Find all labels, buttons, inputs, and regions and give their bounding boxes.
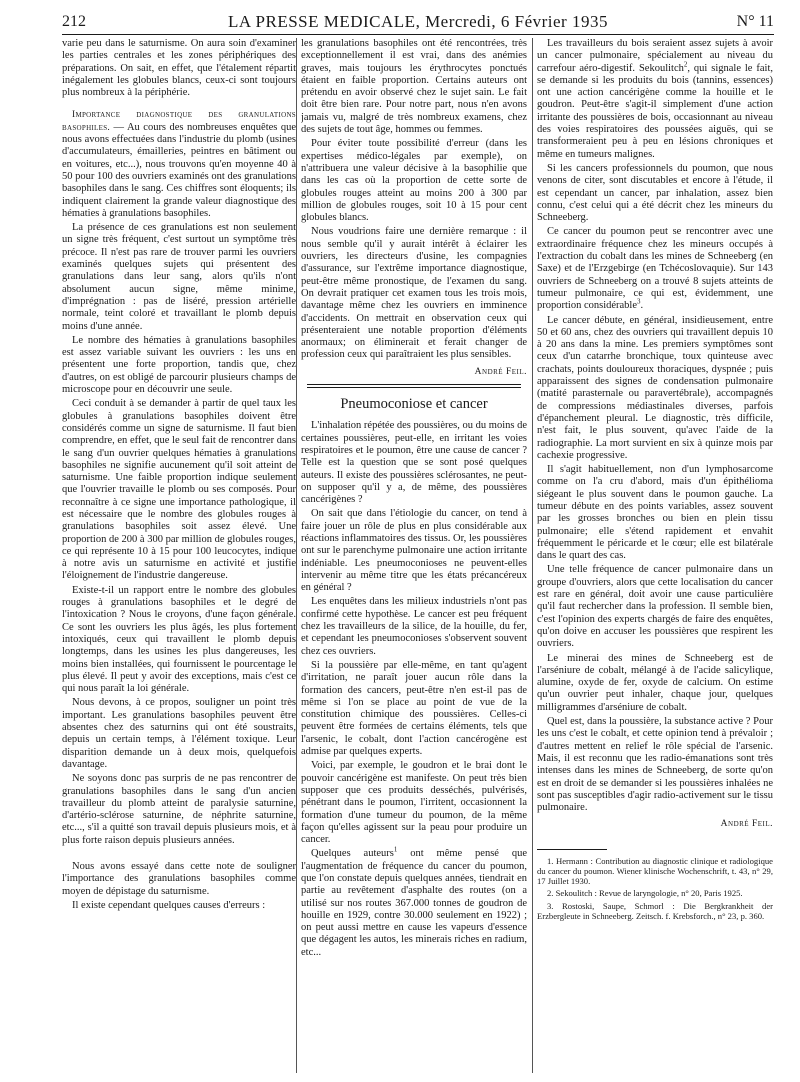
paragraph: Voici, par exemple, le goudron et le brai dont le pouvoir cancérigène est manifeste. On peut très bien supposer que ces produits desséchés, pulvérisés, pénétrant dans le poumon, l'irritent, occasionnent la formation d'une tumeur du poumon, de la même façon qu'elles agissent sur la peau pour produire un cancer. — [301, 760, 527, 846]
paragraph: Quel est, dans la poussière, la substance active ? Pour les uns c'est le cobalt, et cette opinion tend à prévaloir ; d'autres mettent en relief le rôle spécial de l'arsenic. Mais, il est reconnu que les radio-émanations sont très intenses dans les mines de Schneeberg, de sorte qu'on est en droit de se demander si les poussières inhalées ne sont pas susceptibles d'agir radio-activement sur le tissu pulmonaire. — [537, 716, 773, 814]
paragraph: Pour éviter toute possibilité d'erreur (dans les expertises médico-légales par exemple), on n'attribuera une valeur décisive à la basophilie que dans les cas où la proportion de cette sorte de globules rouges atteint au moins 200 à 300 par million de globules rouges, soit 10 à 15 pour cent globules blancs. — [301, 138, 527, 224]
column-3 — [537, 38, 773, 1073]
column-separator — [296, 38, 297, 1073]
paragraph — [537, 226, 773, 312]
paragraph: Si les cancers professionnels du poumon, que nous venons de citer, sont discutables et encore à l'étude, il est cependant un cancer, par inhalation, assez bien connu, c'est celui qui a été décrit chez les mineurs du Schneeberg. — [537, 162, 773, 224]
paragraph: Nous avons essayé dans cette note de souligner l'importance des granulations basophiles comme moyen de dépistage du saturnisme. — [62, 861, 296, 897]
paragraph: varie peu dans le saturnisme. On aura soin d'examiner les parties centrales et les zones périphériques des préparations. On sait, en effet, que l'étalement répartit inégalement les globules blancs, ceux-ci sont toujours plus nombreux à la périphérie. — [62, 38, 296, 99]
journal-title: LA PRESSE MEDICALE, Mercredi, 6 Février 1935 — [228, 12, 608, 31]
author-signature: André Feil. — [474, 366, 527, 377]
paragraph: Ceci conduit à se demander à partir de quel taux les globules à granulations basophiles doivent être considérés comme un signe de saturnisme. Il faut bien comprendre, en effet, que le seul fait de rencontrer dans le sang d'un ouvrier quelques hématies à granulations basophiles ne signifie aucunement qu'il soit atteint de saturnisme. Une faible proportion indique seulement que l'ouvrier travaille le plomb ou ses composés. Pour reconnaître à ce signe une importance pathologique, il est nécessaire que le nombre des globules rouges à granulations basophiles soit assez élevé. Une proportion de 200 à 300 par million de globules rouges, ce qui représente 10 à 15 pour 100 leucocytes, indique à notre avis un saturnisme en activité et justifie l'éloignement de l'industrie dangereuse. — [62, 398, 296, 582]
footnote: 1. Hermann : Contribution au diagnostic clinique et radiologique du cancer du poumon. Wiener klinische Wochenschrift, t. 43, n° 29, 17 Juillet 1930. — [537, 855, 773, 887]
footnote-ref: 3 — [637, 297, 641, 306]
paragraph — [301, 845, 527, 959]
paragraph: Si la poussière par elle-même, en tant qu'agent d'irritation, ne paraît jouer aucun rôle dans la formation des cancers, peut-être n'en est-il pas de même si l'on se place au point de vue de la constitution chimique des poussières. Celles-ci peuvent être formées de certains éléments, tels que l'arsenic, le cobalt, dont l'action cancérogène est admise par quelques experts. — [301, 659, 527, 758]
paragraph: La présence de ces granulations est non seulement un signe très fréquent, c'est surtout un symptôme très précoce. Il n'est pas rare de trouver parmi les ouvriers examinés quelques sujets qui présentent des granulations dans leur sang, alors qu'ils n'ont absolument aucun signe, même minime, d'imprégnation : pas de liséré, pression artérielle normale, teint coloré et travaillant le plomb depuis moins d'une année. — [62, 222, 296, 332]
column-1 — [62, 38, 296, 1073]
article-title: Pneumoconiose et cancer — [340, 396, 488, 413]
column-2 — [301, 38, 527, 1073]
paragraph-text: — Au cours des nombreuses enquêtes que nous avons effectuées dans l'industrie du plomb (usines d'accumulateurs, émailleries, peintres en bâtiment ou en voitures, etc...), nous trouvons qu'en moyenne 40 à 50 pour 100 des ouvriers examinés ont des granulations basophiles dans le sang. Ces chiffres sont éloquents; ils indiquent clairement la grande valeur diagnostique des hématies à granulations basophiles. — [62, 121, 296, 219]
paragraph: Nous voudrions faire une dernière remarque : il nous semble qu'il y aurait intérêt à éclairer les ouvriers, les directeurs d'usine, les compagnies d'assurance, sur l'extrême importance diagnostique, peut-être même pronostique, de l'examen du sang. On devrait pratiquer cet examen tous les trois mois, davantage même chez les ouvriers en imminence d'accidents. On mettrait en observation ceux qui présenteraient une notable proportion d'éléments anormaux; on éliminerait et ferait changer de profession ceux qui paraîtraient les plus sensibles. — [301, 226, 527, 361]
page-number: 212 — [62, 13, 86, 30]
paragraph: Le nombre des hématies à granulations basophiles est assez variable suivant les ouvriers : les uns en présentent une forte proportion, tandis que, chez d'autres, on est obligé de parcourir plusieurs champs de microscope pour en découvrir une seule. — [62, 334, 296, 396]
paragraph — [537, 38, 773, 161]
paragraph-text: . — [640, 300, 644, 312]
footnote: 3. Rostoski, Saupe, Schmorl : Die Bergkrankheit der Erzbergleute in Schneeberg. Zeitsch. f. Krebsforch., n° 23, p. 360. — [537, 900, 773, 921]
spacer — [62, 99, 296, 109]
paragraph: Une telle fréquence de cancer pulmonaire dans un groupe d'ouvriers, alors que cette localisation du cancer est rare en général, doit avoir une cause particulière qu'il faut rechercher dans la profession. Il semble bien, c'est l'opinion des experts chargés de faire des enquêtes, qu'on doive en accuser les poussières que respirent les ouvriers. — [537, 564, 773, 650]
footnote-ref: 2 — [683, 60, 688, 69]
paragraph: Il s'agit habituellement, non d'un lymphosarcome comme on l'a cru d'abord, mais d'un épithélioma siégeant le plus souvent dans le poumon gauche. La tumeur débute en des points variables, assez souvent par les grosses bronches ou bien en plein tissu pulmonaire; elle s'étend rapidement et envahit fréquemment le péricarde et le cœur; elle est bilatérale dans le quart des cas. — [537, 464, 773, 562]
paragraph: Les enquêtes dans les milieux industriels n'ont pas confirmé cette hypothèse. Le cancer est peu fréquent chez les travailleurs de la silice, de la houille, du fer, et cependant les pneumoconioses s'observent souvent chez ces ouvriers. — [301, 596, 527, 657]
paragraph: Nous devons, à ce propos, souligner un point très important. Les granulations basophiles peuvent être absentes chez des saturnins qui ont été soustraits, depuis un certain temps, à l'élément toxique. Leur disparition demande un à deux mois, quelquefois davantage. — [62, 697, 296, 770]
paragraph: Existe-t-il un rapport entre le nombre des globules rouges à granulations basophiles et le degré de l'intoxication ? Nous le croyons, d'une façon générale. Ce sont les ouvriers les plus âgés, les plus fortement intoxiqués, ceux qui travaillent le plomb depuis longtemps, dans les usines les plus dangereuses, les moins bien installées, qui fournissent le pourcentage le plus élevé. Il peut y avoir des exceptions, mais c'est ce qui nous paraît la loi générale. — [62, 584, 296, 695]
paragraph-text: , qui signale le fait, se demande si les produits du bois (tannins, essences) ont une action cancérigène comme la houille et le goudron. Peut-être s'agit-il simplement d'une action irritante des poussières de bois, occasionnant au niveau des voies respiratoires des poussées aiguës, qui se transformeraient peu à peu en lésions chroniques et même en tumeurs malignes. — [537, 62, 773, 160]
column-separator — [532, 38, 533, 1073]
paragraph: L'inhalation répétée des poussières, ou du moins de certaines poussières, peut-elle, en irritant les voies respiratoires et le poumon, être une cause de cancer ? Telle est la question que se sont posé quelques auteurs. Il existe des poussières sclérosantes, ne peut-on supposer qu'il y a, de même, des poussières cancérigènes ? — [301, 420, 527, 506]
paragraph: les granulations basophiles ont été rencontrées, très exceptionnellement il est vrai, dans des anémies graves, mais toujours les érythrocytes ponctués étaient en faible proportion. Certains auteurs ont prétendu en avoir observé chez le sujet sain. Le fait doit être bien rare. Pour notre part, nous n'en avons jamais vu, malgré de très nombreux examens, chez des sujets de tout âge, hommes ou femmes. — [301, 38, 527, 136]
paragraph-text: Ce cancer du poumon peut se rencontrer avec une extraordinaire fréquence chez les mineurs occupés à l'extraction du cobalt dans les mines de Schneeberg (en Saxe) et de l'Erzgebirge (en Tchécoslovaquie). Sur 143 ouvriers de Schneeberg on a trouvé 8 sujets atteints de tumeur pulmonaire, ce qui est, évidemment, une proportion considérable — [537, 226, 773, 312]
paragraph: Le cancer débute, en général, insidieusement, entre 50 et 60 ans, chez des ouvriers qui travaillent depuis 10 à 20 ans dans la mine. Les premiers symptômes sont ceux d'un catarrhe bronchique, toux quinteuse avec crachats, points douloureux thoraciques, dyspnée ; puis apparaissent des signes de condensation pulmonaire (matité parasternale ou paravertébrale), accompagnés de compressions médiastinales diverses, parfois d'épanchement pleural. Le diagnostic, très difficile, n'est fait, le plus souvent, qu'avec l'aide de la radiographie. La mort survient en six à quinze mois par cachexie progressive. — [537, 314, 773, 461]
footnote-ref: 1 — [393, 845, 398, 854]
paragraph-text: Quelques auteurs — [311, 848, 394, 860]
paragraph-text: ont même pensé que l'augmentation de fréquence du cancer du poumon, que l'on constate depuis quelques années, tiendrait en partie au revêtement d'asphalte des routes (on a utilisé sur nos routes 367.000 tonnes de goudron de houille en 1929, contre 30.000 seulement en 1922) ; on peut aussi mettre en cause les vapeurs d'essence que dégagent les autos, les minerais riches en radium, etc... — [301, 848, 527, 958]
paragraph — [62, 109, 296, 220]
paragraph: Le minerai des mines de Schneeberg est de l'arséniure de cobalt, mélangé à de l'acide salicylique, alumine, oxyde de fer, oxyde de calcium. On estime qu'un ouvrier peut inhaler, chaque jour, quelques milligrammes d'arséniure de cobalt. — [537, 652, 773, 713]
footnote: 2. Sekoulitch : Revue de laryngologie, n° 20, Paris 1925. — [547, 888, 743, 899]
footnote-rule — [537, 849, 607, 850]
paragraph: Il existe cependant quelques causes d'erreurs : — [72, 899, 266, 911]
author-signature: André Feil. — [720, 819, 773, 830]
spacer — [62, 847, 296, 861]
page-header — [62, 12, 774, 35]
paragraph: On sait que dans l'étiologie du cancer, on tend à faire jouer un rôle de plus en plus considérable aux réactions inflammatoires des tissus. Or, les poussières ont sur le parenchyme pulmonaire une action irritante indéniable. Les pneumoconioses ne peuvent-elles intervenir au même titre que les états précancéreux en général ? — [301, 508, 527, 594]
issue-number: N° 11 — [736, 13, 774, 30]
paragraph: Ne soyons donc pas surpris de ne pas rencontrer de granulations basophiles dans le sang d'un ancien travailleur du plomb atteint de paralysie saturnine, d'artério-sclérose saturnine, de néphrite saturnine, etc..., s'il a quitté son travail depuis plusieurs mois, et à plus forte raison depuis plusieurs années. — [62, 773, 296, 846]
section-heading: Importance diagnostique des granulations basophiles. — [62, 110, 296, 133]
paragraph-text: Les travailleurs du bois seraient assez sujets à avoir un cancer pulmonaire, spécialement au niveau du carrefour aéro-digestif. Sekoulitch — [537, 38, 773, 74]
article-divider — [307, 384, 521, 388]
